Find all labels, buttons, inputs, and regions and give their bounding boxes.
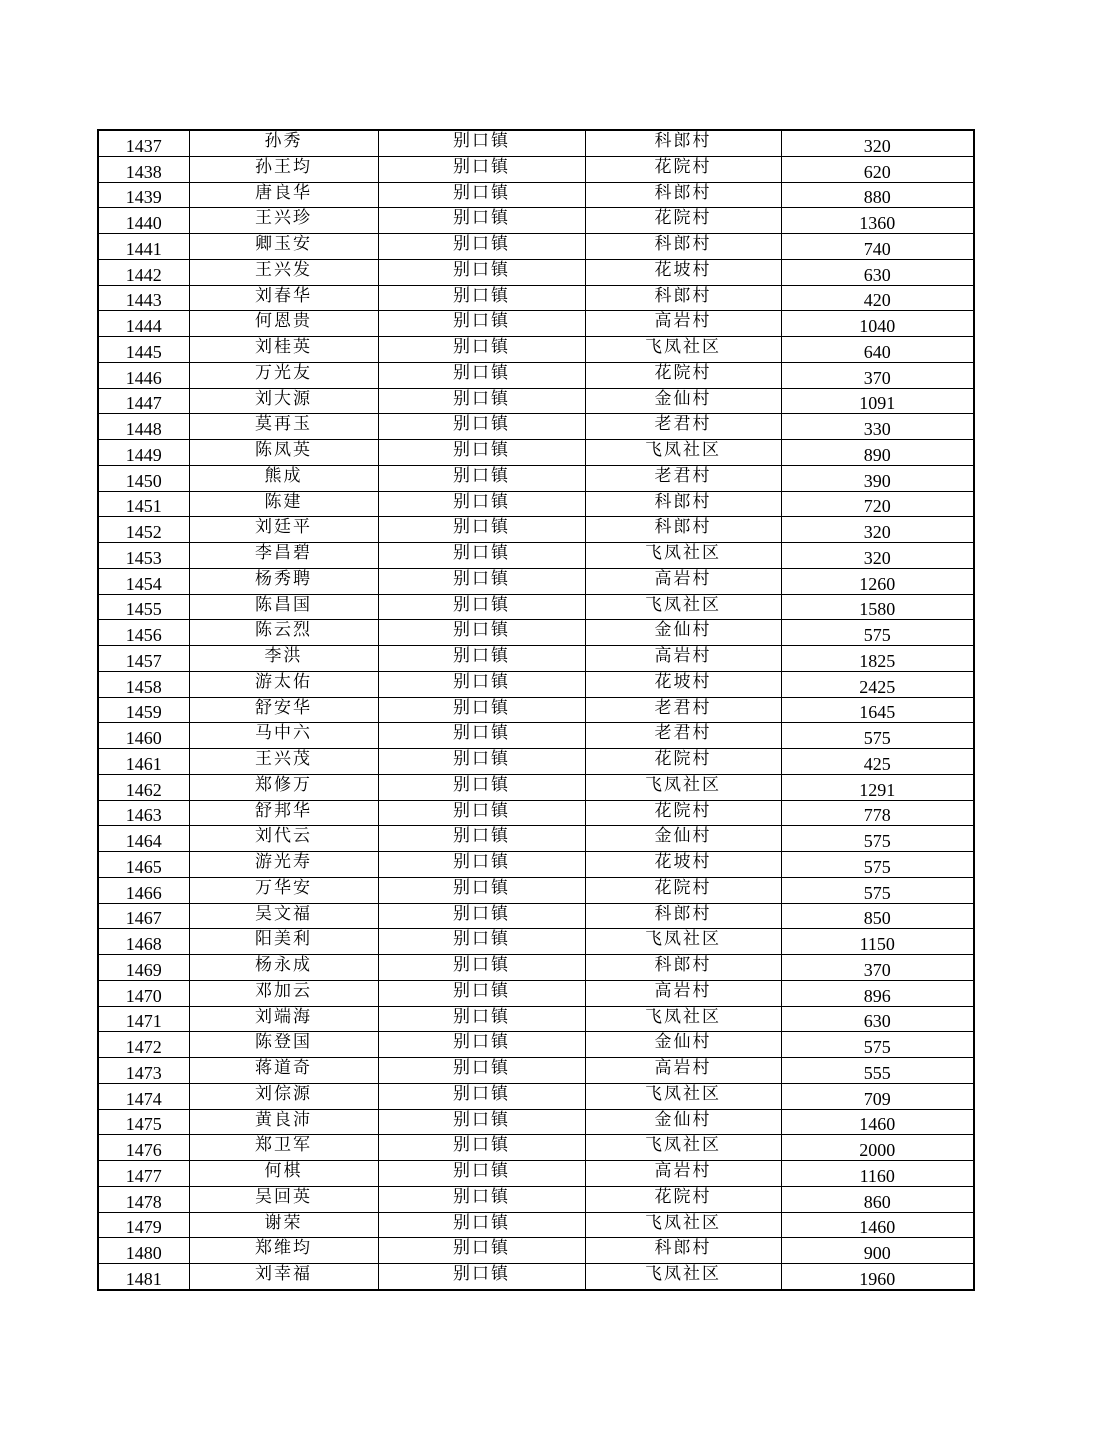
table-row <box>98 877 974 903</box>
village-cell: 飞凤社区 <box>585 543 781 569</box>
row-number-cell: 1470 <box>98 980 189 1006</box>
town-cell: 别口镇 <box>378 234 585 260</box>
village-cell: 花坡村 <box>585 671 781 697</box>
table-row <box>98 543 974 569</box>
amount-cell: 1580 <box>781 594 974 620</box>
town-cell: 别口镇 <box>378 414 585 440</box>
row-number-cell: 1477 <box>98 1161 189 1187</box>
amount-cell: 575 <box>781 826 974 852</box>
name-cell: 李昌碧 <box>189 543 378 569</box>
village-cell: 科郎村 <box>585 491 781 517</box>
town-cell: 别口镇 <box>378 671 585 697</box>
table-row <box>98 208 974 234</box>
row-number-cell: 1479 <box>98 1212 189 1238</box>
amount-cell: 860 <box>781 1186 974 1212</box>
village-cell: 花坡村 <box>585 259 781 285</box>
village-cell: 科郎村 <box>585 182 781 208</box>
table-row <box>98 852 974 878</box>
table-row <box>98 955 974 981</box>
village-cell: 飞凤社区 <box>585 929 781 955</box>
town-cell: 别口镇 <box>378 259 585 285</box>
town-cell: 别口镇 <box>378 1083 585 1109</box>
name-cell: 游太佑 <box>189 671 378 697</box>
village-cell: 高岩村 <box>585 646 781 672</box>
row-number-cell: 1471 <box>98 1006 189 1032</box>
village-cell: 老君村 <box>585 414 781 440</box>
amount-cell: 896 <box>781 980 974 1006</box>
amount-cell: 2000 <box>781 1135 974 1161</box>
row-number-cell: 1462 <box>98 774 189 800</box>
name-cell: 王兴发 <box>189 259 378 285</box>
table-row <box>98 491 974 517</box>
town-cell: 别口镇 <box>378 337 585 363</box>
row-number-cell: 1469 <box>98 955 189 981</box>
name-cell: 郑维均 <box>189 1238 378 1264</box>
row-number-cell: 1437 <box>98 130 189 156</box>
village-cell: 花院村 <box>585 800 781 826</box>
row-number-cell: 1476 <box>98 1135 189 1161</box>
name-cell: 郑修万 <box>189 774 378 800</box>
table-row <box>98 800 974 826</box>
amount-cell: 330 <box>781 414 974 440</box>
amount-cell: 1960 <box>781 1264 974 1290</box>
town-cell: 别口镇 <box>378 491 585 517</box>
name-cell: 黄良沛 <box>189 1109 378 1135</box>
name-cell: 卿玉安 <box>189 234 378 260</box>
row-number-cell: 1460 <box>98 723 189 749</box>
town-cell: 别口镇 <box>378 156 585 182</box>
row-number-cell: 1463 <box>98 800 189 826</box>
row-number-cell: 1440 <box>98 208 189 234</box>
town-cell: 别口镇 <box>378 723 585 749</box>
table-row <box>98 156 974 182</box>
town-cell: 别口镇 <box>378 1161 585 1187</box>
amount-cell: 850 <box>781 903 974 929</box>
amount-cell: 709 <box>781 1083 974 1109</box>
row-number-cell: 1480 <box>98 1238 189 1264</box>
village-cell: 高岩村 <box>585 311 781 337</box>
name-cell: 刘桂英 <box>189 337 378 363</box>
table-row <box>98 749 974 775</box>
amount-cell: 1360 <box>781 208 974 234</box>
name-cell: 王兴茂 <box>189 749 378 775</box>
amount-cell: 1091 <box>781 388 974 414</box>
village-cell: 科郎村 <box>585 517 781 543</box>
town-cell: 别口镇 <box>378 182 585 208</box>
table-row <box>98 1135 974 1161</box>
row-number-cell: 1478 <box>98 1186 189 1212</box>
amount-cell: 1260 <box>781 568 974 594</box>
amount-cell: 320 <box>781 543 974 569</box>
village-cell: 金仙村 <box>585 620 781 646</box>
amount-cell: 720 <box>781 491 974 517</box>
row-number-cell: 1461 <box>98 749 189 775</box>
table-row <box>98 388 974 414</box>
amount-cell: 880 <box>781 182 974 208</box>
row-number-cell: 1459 <box>98 697 189 723</box>
amount-cell: 1160 <box>781 1161 974 1187</box>
town-cell: 别口镇 <box>378 1238 585 1264</box>
village-cell: 花坡村 <box>585 852 781 878</box>
village-cell: 飞凤社区 <box>585 774 781 800</box>
amount-cell: 1040 <box>781 311 974 337</box>
row-number-cell: 1448 <box>98 414 189 440</box>
name-cell: 刘端海 <box>189 1006 378 1032</box>
table-row <box>98 646 974 672</box>
amount-cell: 320 <box>781 130 974 156</box>
name-cell: 唐良华 <box>189 182 378 208</box>
village-cell: 高岩村 <box>585 980 781 1006</box>
name-cell: 舒安华 <box>189 697 378 723</box>
name-cell: 刘春华 <box>189 285 378 311</box>
table-row <box>98 311 974 337</box>
row-number-cell: 1446 <box>98 362 189 388</box>
table-row <box>98 465 974 491</box>
row-number-cell: 1444 <box>98 311 189 337</box>
table-row <box>98 1083 974 1109</box>
town-cell: 别口镇 <box>378 1264 585 1290</box>
name-cell: 刘大源 <box>189 388 378 414</box>
village-cell: 老君村 <box>585 723 781 749</box>
town-cell: 别口镇 <box>378 311 585 337</box>
name-cell: 熊成 <box>189 465 378 491</box>
row-number-cell: 1475 <box>98 1109 189 1135</box>
village-cell: 飞凤社区 <box>585 1083 781 1109</box>
town-cell: 别口镇 <box>378 543 585 569</box>
row-number-cell: 1458 <box>98 671 189 697</box>
table-row <box>98 234 974 260</box>
amount-cell: 575 <box>781 877 974 903</box>
table-row <box>98 1212 974 1238</box>
amount-cell: 900 <box>781 1238 974 1264</box>
amount-cell: 630 <box>781 1006 974 1032</box>
table-row <box>98 620 974 646</box>
amount-cell: 575 <box>781 852 974 878</box>
town-cell: 别口镇 <box>378 440 585 466</box>
row-number-cell: 1453 <box>98 543 189 569</box>
amount-cell: 390 <box>781 465 974 491</box>
town-cell: 别口镇 <box>378 594 585 620</box>
amount-cell: 1460 <box>781 1212 974 1238</box>
town-cell: 别口镇 <box>378 697 585 723</box>
village-cell: 科郎村 <box>585 1238 781 1264</box>
town-cell: 别口镇 <box>378 130 585 156</box>
row-number-cell: 1447 <box>98 388 189 414</box>
table-row <box>98 1238 974 1264</box>
amount-cell: 555 <box>781 1058 974 1084</box>
town-cell: 别口镇 <box>378 1135 585 1161</box>
row-number-cell: 1445 <box>98 337 189 363</box>
table-body <box>98 130 974 1290</box>
table-row <box>98 182 974 208</box>
town-cell: 别口镇 <box>378 568 585 594</box>
name-cell: 吴回英 <box>189 1186 378 1212</box>
amount-cell: 2425 <box>781 671 974 697</box>
village-cell: 老君村 <box>585 697 781 723</box>
table-row <box>98 568 974 594</box>
name-cell: 杨秀聘 <box>189 568 378 594</box>
row-number-cell: 1474 <box>98 1083 189 1109</box>
row-number-cell: 1443 <box>98 285 189 311</box>
table-row <box>98 980 974 1006</box>
town-cell: 别口镇 <box>378 980 585 1006</box>
table-row <box>98 1186 974 1212</box>
village-cell: 飞凤社区 <box>585 1264 781 1290</box>
town-cell: 别口镇 <box>378 749 585 775</box>
amount-cell: 320 <box>781 517 974 543</box>
table-row <box>98 414 974 440</box>
name-cell: 万光友 <box>189 362 378 388</box>
village-cell: 科郎村 <box>585 903 781 929</box>
amount-cell: 630 <box>781 259 974 285</box>
name-cell: 吴文福 <box>189 903 378 929</box>
table-row <box>98 362 974 388</box>
table-row <box>98 697 974 723</box>
amount-cell: 420 <box>781 285 974 311</box>
village-cell: 高岩村 <box>585 568 781 594</box>
name-cell: 杨永成 <box>189 955 378 981</box>
table-row <box>98 594 974 620</box>
name-cell: 李洪 <box>189 646 378 672</box>
village-cell: 花院村 <box>585 156 781 182</box>
name-cell: 何恩贵 <box>189 311 378 337</box>
town-cell: 别口镇 <box>378 362 585 388</box>
table-row <box>98 774 974 800</box>
row-number-cell: 1468 <box>98 929 189 955</box>
row-number-cell: 1464 <box>98 826 189 852</box>
village-cell: 花院村 <box>585 877 781 903</box>
name-cell: 郑卫军 <box>189 1135 378 1161</box>
amount-cell: 1645 <box>781 697 974 723</box>
village-cell: 花院村 <box>585 208 781 234</box>
name-cell: 陈云烈 <box>189 620 378 646</box>
row-number-cell: 1454 <box>98 568 189 594</box>
amount-cell: 640 <box>781 337 974 363</box>
village-cell: 科郎村 <box>585 234 781 260</box>
village-cell: 科郎村 <box>585 285 781 311</box>
table-row <box>98 1058 974 1084</box>
village-cell: 花院村 <box>585 362 781 388</box>
village-cell: 飞凤社区 <box>585 337 781 363</box>
row-number-cell: 1467 <box>98 903 189 929</box>
row-number-cell: 1449 <box>98 440 189 466</box>
row-number-cell: 1472 <box>98 1032 189 1058</box>
table-row <box>98 1006 974 1032</box>
name-cell: 蒋道奇 <box>189 1058 378 1084</box>
amount-cell: 370 <box>781 362 974 388</box>
table-row <box>98 929 974 955</box>
name-cell: 阳美利 <box>189 929 378 955</box>
data-table <box>97 129 975 1291</box>
table-row <box>98 130 974 156</box>
village-cell: 飞凤社区 <box>585 1212 781 1238</box>
name-cell: 何棋 <box>189 1161 378 1187</box>
name-cell: 陈昌国 <box>189 594 378 620</box>
village-cell: 金仙村 <box>585 1109 781 1135</box>
name-cell: 刘代云 <box>189 826 378 852</box>
village-cell: 高岩村 <box>585 1058 781 1084</box>
name-cell: 孙王均 <box>189 156 378 182</box>
name-cell: 游光寿 <box>189 852 378 878</box>
row-number-cell: 1481 <box>98 1264 189 1290</box>
town-cell: 别口镇 <box>378 1109 585 1135</box>
row-number-cell: 1451 <box>98 491 189 517</box>
town-cell: 别口镇 <box>378 1006 585 1032</box>
amount-cell: 575 <box>781 620 974 646</box>
town-cell: 别口镇 <box>378 800 585 826</box>
town-cell: 别口镇 <box>378 929 585 955</box>
name-cell: 舒邦华 <box>189 800 378 826</box>
village-cell: 科郎村 <box>585 955 781 981</box>
town-cell: 别口镇 <box>378 877 585 903</box>
town-cell: 别口镇 <box>378 1058 585 1084</box>
table-row <box>98 723 974 749</box>
name-cell: 陈凤英 <box>189 440 378 466</box>
table-row <box>98 259 974 285</box>
name-cell: 邓加云 <box>189 980 378 1006</box>
row-number-cell: 1441 <box>98 234 189 260</box>
row-number-cell: 1452 <box>98 517 189 543</box>
name-cell: 王兴珍 <box>189 208 378 234</box>
name-cell: 刘廷平 <box>189 517 378 543</box>
village-cell: 飞凤社区 <box>585 1006 781 1032</box>
town-cell: 别口镇 <box>378 620 585 646</box>
town-cell: 别口镇 <box>378 1186 585 1212</box>
amount-cell: 425 <box>781 749 974 775</box>
town-cell: 别口镇 <box>378 388 585 414</box>
row-number-cell: 1455 <box>98 594 189 620</box>
village-cell: 飞凤社区 <box>585 594 781 620</box>
row-number-cell: 1450 <box>98 465 189 491</box>
town-cell: 别口镇 <box>378 208 585 234</box>
village-cell: 金仙村 <box>585 826 781 852</box>
row-number-cell: 1473 <box>98 1058 189 1084</box>
table-row <box>98 337 974 363</box>
amount-cell: 370 <box>781 955 974 981</box>
town-cell: 别口镇 <box>378 1032 585 1058</box>
amount-cell: 1825 <box>781 646 974 672</box>
village-cell: 高岩村 <box>585 1161 781 1187</box>
table-row <box>98 1264 974 1290</box>
row-number-cell: 1438 <box>98 156 189 182</box>
town-cell: 别口镇 <box>378 955 585 981</box>
name-cell: 陈登国 <box>189 1032 378 1058</box>
amount-cell: 1150 <box>781 929 974 955</box>
amount-cell: 575 <box>781 1032 974 1058</box>
town-cell: 别口镇 <box>378 903 585 929</box>
amount-cell: 575 <box>781 723 974 749</box>
amount-cell: 620 <box>781 156 974 182</box>
town-cell: 别口镇 <box>378 1212 585 1238</box>
name-cell: 莫再玉 <box>189 414 378 440</box>
village-cell: 老君村 <box>585 465 781 491</box>
table-row <box>98 285 974 311</box>
table-row <box>98 1109 974 1135</box>
village-cell: 科郎村 <box>585 130 781 156</box>
village-cell: 飞凤社区 <box>585 1135 781 1161</box>
amount-cell: 890 <box>781 440 974 466</box>
table-row <box>98 671 974 697</box>
town-cell: 别口镇 <box>378 465 585 491</box>
table-row <box>98 440 974 466</box>
town-cell: 别口镇 <box>378 826 585 852</box>
village-cell: 飞凤社区 <box>585 440 781 466</box>
amount-cell: 1460 <box>781 1109 974 1135</box>
amount-cell: 778 <box>781 800 974 826</box>
town-cell: 别口镇 <box>378 774 585 800</box>
village-cell: 金仙村 <box>585 388 781 414</box>
name-cell: 马中六 <box>189 723 378 749</box>
table-row <box>98 826 974 852</box>
table-row <box>98 1161 974 1187</box>
row-number-cell: 1439 <box>98 182 189 208</box>
row-number-cell: 1465 <box>98 852 189 878</box>
row-number-cell: 1456 <box>98 620 189 646</box>
amount-cell: 740 <box>781 234 974 260</box>
table-row <box>98 517 974 543</box>
name-cell: 谢荣 <box>189 1212 378 1238</box>
village-cell: 金仙村 <box>585 1032 781 1058</box>
name-cell: 陈建 <box>189 491 378 517</box>
name-cell: 刘倧源 <box>189 1083 378 1109</box>
row-number-cell: 1457 <box>98 646 189 672</box>
town-cell: 别口镇 <box>378 285 585 311</box>
village-cell: 花院村 <box>585 1186 781 1212</box>
town-cell: 别口镇 <box>378 517 585 543</box>
row-number-cell: 1466 <box>98 877 189 903</box>
table-row <box>98 1032 974 1058</box>
name-cell: 刘幸福 <box>189 1264 378 1290</box>
row-number-cell: 1442 <box>98 259 189 285</box>
village-cell: 花院村 <box>585 749 781 775</box>
town-cell: 别口镇 <box>378 852 585 878</box>
name-cell: 万华安 <box>189 877 378 903</box>
table-row <box>98 903 974 929</box>
name-cell: 孙秀 <box>189 130 378 156</box>
town-cell: 别口镇 <box>378 646 585 672</box>
amount-cell: 1291 <box>781 774 974 800</box>
